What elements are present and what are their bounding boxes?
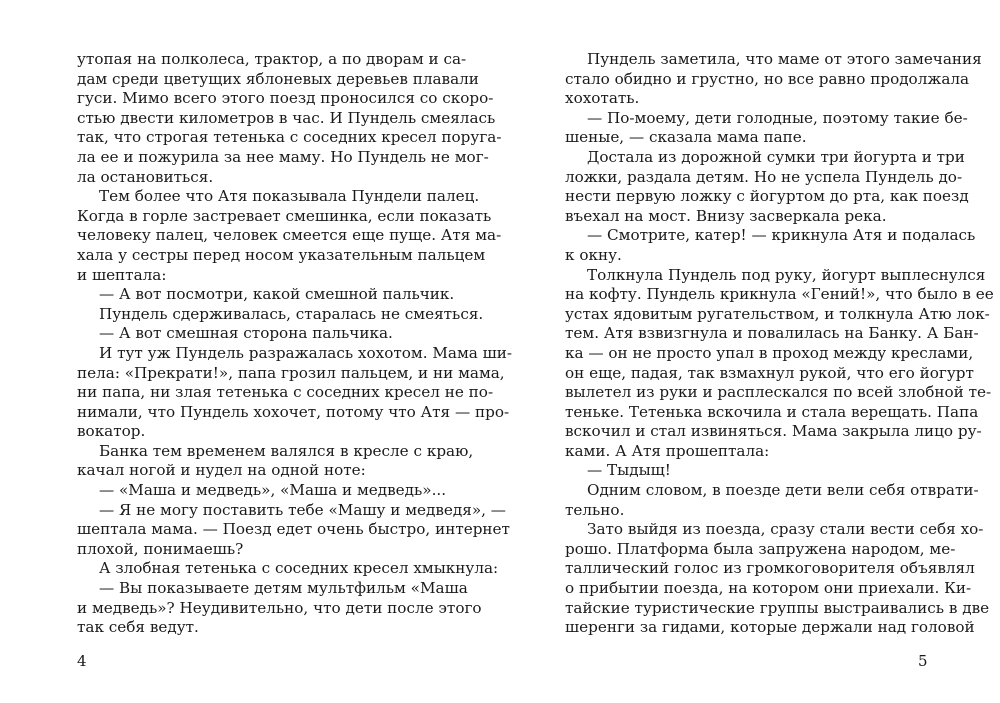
text-line: Одним словом, в поезде дети вели себя отврати- xyxy=(587,481,979,500)
text-line: хохотать. xyxy=(565,89,640,108)
text-line: — А вот смешная сторона пальчика. xyxy=(99,324,393,343)
text-line: Тем более что Атя показывала Пундели палец. xyxy=(99,187,480,206)
left-page-number: 4 xyxy=(77,652,87,670)
left-page-text xyxy=(77,50,513,670)
text-line: шеренги за гидами, которые держали над головой xyxy=(565,618,975,637)
text-line: въехал на мост. Внизу засверкала река. xyxy=(565,206,887,225)
text-line: на кофту. Пундель крикнула «Гений!», что было в ее xyxy=(565,285,994,304)
text-line: Пундель сдерживалась, старалась не смеяться. xyxy=(99,304,484,323)
text-line: — Смотрите, катер! — крикнула Атя и подалась xyxy=(587,226,976,245)
text-line: Банка тем временем валялся в кресле с краю, xyxy=(99,441,474,460)
text-line: нести первую ложку с йогуртом до рта, как поезд xyxy=(565,187,969,206)
text-line: Толкнула Пундель под руку, йогурт выплеснулся xyxy=(587,265,986,284)
text-line: он еще, падая, так взмахнул рукой, что его йогурт xyxy=(565,363,974,382)
text-line: ни папа, ни злая тетенька с соседних кресел не по- xyxy=(77,383,494,402)
text-line: дам среди цветущих яблоневых деревьев плавали xyxy=(77,69,479,88)
text-line: ка — он не просто упал в проход между креслами, xyxy=(565,343,974,362)
text-line: Зато выйдя из поезда, сразу стали вести себя хо- xyxy=(587,520,984,539)
text-line: так себя ведут. xyxy=(77,618,199,637)
text-line: таллический голос из громкоговорителя объявлял xyxy=(565,559,975,578)
text-line: к окну. xyxy=(565,245,622,264)
text-line: утопая на полколеса, трактор, а по дворам и са- xyxy=(77,50,467,68)
text-line: стью двести километров в час. И Пундель смеялась xyxy=(77,108,496,127)
text-line: вокатор. xyxy=(77,422,146,441)
text-line: гуси. Мимо всего этого поезд проносился со скоро- xyxy=(77,89,494,108)
text-line: шеные, — сказала мама папе. xyxy=(565,128,807,147)
text-line: ла остановиться. xyxy=(77,167,214,186)
text-line: Когда в горле застревает смешинка, если показать xyxy=(77,206,492,225)
text-line: шептала мама. — Поезд едет очень быстро, интернет xyxy=(77,520,510,539)
text-line: ла ее и пожурила за нее маму. Но Пундель не мог- xyxy=(77,147,489,166)
text-line: человеку палец, человек смеется еще пуще. Атя ма- xyxy=(77,226,502,245)
text-line: нимали, что Пундель хохочет, потому что Атя — про- xyxy=(77,402,510,421)
text-line: А злобная тетенька с соседних кресел хмыкнула: xyxy=(99,559,499,578)
text-line: о прибытии поезда, на котором они приехали. Ки- xyxy=(565,579,972,598)
text-line: так, что строгая тетенька с соседних кресел поруга- xyxy=(77,128,502,147)
text-line: стало обидно и грустно, но все равно продолжала xyxy=(565,69,970,88)
text-line: И тут уж Пундель разражалась хохотом. Мама ши- xyxy=(99,343,513,362)
text-line: Пундель заметила, что маме от этого замечания xyxy=(587,50,982,68)
text-line: ками. А Атя прошептала: xyxy=(565,441,770,460)
text-line: теньке. Тетенька вскочила и стала верещать. Папа xyxy=(565,402,979,421)
text-line: и шептала: xyxy=(77,265,167,284)
text-line: и медведь»? Неудивительно, что дети после этого xyxy=(77,598,482,617)
text-line: вылетел из руки и расплескался по всей злобной те- xyxy=(565,383,992,402)
text-line: — Я не могу поставить тебе «Машу и медведя», — xyxy=(99,500,506,519)
text-line: — А вот посмотри, какой смешной пальчик. xyxy=(99,285,455,304)
text-line: ложки, раздала детям. Но не успела Пундель до- xyxy=(565,167,963,186)
text-line: плохой, понимаешь? xyxy=(77,539,244,558)
text-line: вскочил и стал извиняться. Мама закрыла лицо ру- xyxy=(565,422,982,441)
text-line: — По-моему, дети голодные, поэтому такие бе- xyxy=(587,108,968,127)
text-line: — Вы показываете детям мультфильм «Маша xyxy=(99,579,468,598)
text-line: тельно. xyxy=(565,500,625,519)
right-page-text xyxy=(565,50,994,670)
text-line: тайские туристические группы выстраивались в две xyxy=(565,598,990,617)
text-line: пела: «Прекрати!», папа грозил пальцем, и ни мама, xyxy=(77,363,505,382)
right-page-number: 5 xyxy=(918,652,928,670)
text-line: — «Маша и медведь», «Маша и медведь»... xyxy=(99,481,447,500)
text-line: тем. Атя взвизгнула и повалилась на Банку. А Бан- xyxy=(565,324,979,343)
text-line: рошо. Платформа была запружена народом, ме- xyxy=(565,539,956,558)
text-line: Достала из дорожной сумки три йогурта и три xyxy=(587,147,965,166)
text-line: качал ногой и нудел на одной ноте: xyxy=(77,461,366,480)
text-line: устах ядовитым ругательством, и толкнула Атю лок- xyxy=(565,304,990,323)
text-line: — Тыдыщ! xyxy=(587,461,671,480)
text-line: хала у сестры перед носом указательным пальцем xyxy=(77,245,486,264)
